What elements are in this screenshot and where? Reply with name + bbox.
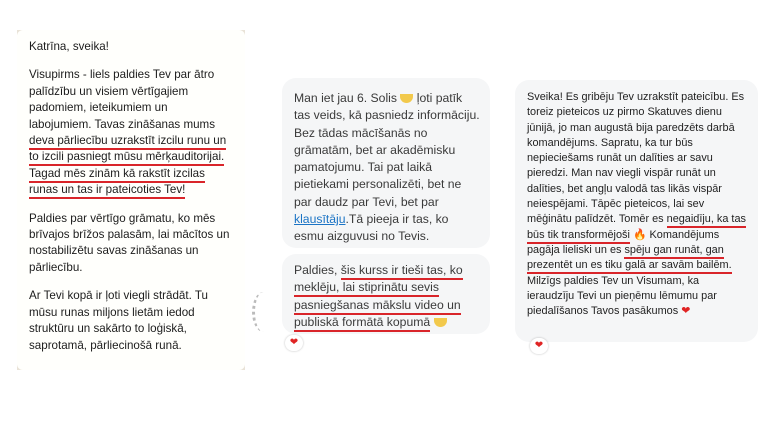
smile-emoji-icon	[434, 318, 447, 327]
message-text: Sveika! Es gribēju Tev uzrakstīt pateicību. Es toreiz pieteicos uz pirmo Skatuves dienu jūnijā, jo man augustā bija paredzēts darbā komandējums. Sapratu, ka tur būs nepieciešams runāt un dalīties ar savu pieredzi. Man nav viegli vispār runāt un dalīties, bet angļu valodā tas likās vispār neiespējami. Tāpēc pieteicos, lai sev mēģinātu palīdzēt. Tomēr es	[527, 91, 745, 226]
message-paragraph-1	[29, 67, 233, 198]
heart-emoji-icon: ❤	[681, 305, 691, 318]
message-text: Paldies,	[294, 263, 341, 277]
testimonial-panel-1	[17, 30, 245, 370]
message-text: ļoti patīk tas veids, kā pasniedz informāciju. Bez tādas mācīšanās no grāmatām, bet ar akadēmisku pamatojumu. Tai pat laikā pietiekami personalizēti, bet ne par daudz par Tevi, bet par	[294, 91, 480, 209]
mention-link[interactable]: klausītāju	[294, 212, 346, 227]
highlighted-text: negaidīju, ka tas būs tik transformējoši	[527, 213, 746, 243]
message-text: Visupirms - liels paldies Tev par ātro palīdzību un visiem vērtīgajiem padomiem, ieteikumiem un labojumiem. Tavas zināšanas mums	[29, 68, 216, 131]
message-bubble	[515, 80, 758, 342]
message-text: Komandējums pagāja lieliski un es	[527, 228, 720, 256]
message-bubble-1	[282, 78, 490, 248]
highlighted-text: šis kurss ir tieši tas, ko meklēju, lai stiprinātu sevis pasniegšanas mākslu video un publiskā formātā kopumā	[294, 263, 463, 332]
message-bubble-2	[282, 254, 490, 334]
heart-reaction-icon[interactable]: ❤	[530, 338, 548, 354]
message-bubble	[17, 30, 245, 370]
highlighted-text: deva pārliecību uzrakstīt izcilu runu un to izcili pasniegt mūsu mērķauditorijai. Tagad mēs zinām kā rakstīt izcilas runas un tas ir pateicoties Tev!	[29, 134, 226, 199]
greeting-text: Katrīna, sveika!	[29, 40, 109, 53]
message-text: Milzīgs paldies Tev un Visumam, ka ieraudzīju Tevi un pieņēmu lēmumu par piedalīšanos Tavos pasākumos	[527, 274, 717, 318]
message-text: .Tā pieeja ir tas, ko esmu aizguvusi no Tevis.	[294, 212, 449, 244]
testimonial-panel-3	[515, 80, 765, 370]
message-paragraph-3: Ar Tevi kopā ir ļoti viegli strādāt. Tu mūsu runas miljons lietām iedod struktūru un sakārto to loģiskā, saprotamā, pārliecinošā runā.	[29, 289, 208, 352]
smile-emoji-icon	[400, 94, 413, 103]
message-paragraph-2: Paldies par vērtīgo grāmatu, ko mēs brīvajos brīžos palasām, lai mācītos un nostabilizētu savas zināšanas un pārliecību.	[29, 211, 230, 274]
testimonial-panel-2	[262, 70, 492, 370]
heart-reaction-icon[interactable]: ❤	[285, 335, 303, 351]
fire-emoji-icon: 🔥	[632, 228, 647, 241]
highlighted-text: spēju gan runāt, gan prezentēt un es tiku galā ar savām bailēm.	[527, 244, 732, 274]
message-text: Man iet jau 6. Solis	[294, 91, 401, 105]
